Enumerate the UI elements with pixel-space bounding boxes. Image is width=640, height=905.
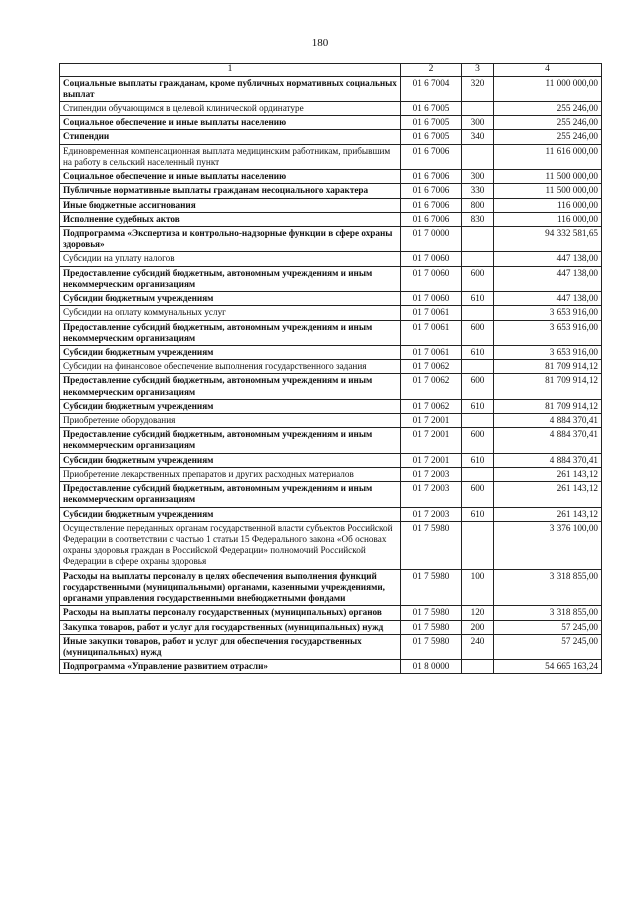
table-row <box>60 252 602 266</box>
row-code-cell: 01 7 5980 <box>401 521 462 569</box>
row-name-cell: Предоставление субсидий бюджетным, автономным учреждениям и иным некоммерческим организациям <box>60 374 401 399</box>
header-code-column: 2 <box>401 64 462 77</box>
table-row <box>60 660 602 674</box>
table-row <box>60 507 602 521</box>
row-type-cell <box>462 521 494 569</box>
table-row <box>60 76 602 101</box>
row-type-cell: 300 <box>462 170 494 184</box>
row-code-cell: 01 7 5980 <box>401 634 462 659</box>
row-type-cell <box>462 360 494 374</box>
row-code-cell: 01 7 2003 <box>401 507 462 521</box>
row-code-cell: 01 6 7006 <box>401 198 462 212</box>
row-code-cell: 01 6 7005 <box>401 130 462 144</box>
row-code-cell: 01 6 7006 <box>401 184 462 198</box>
budget-table <box>59 63 602 674</box>
row-code-cell: 01 7 5980 <box>401 620 462 634</box>
row-amount-cell: 3 318 855,00 <box>494 606 602 620</box>
row-code-cell: 01 6 7004 <box>401 76 462 101</box>
row-name-cell: Социальное обеспечение и иные выплаты населению <box>60 170 401 184</box>
row-name-cell: Субсидии бюджетным учреждениям <box>60 292 401 306</box>
row-amount-cell: 3 376 100,00 <box>494 521 602 569</box>
table-row <box>60 399 602 413</box>
header-type-column: 3 <box>462 64 494 77</box>
table-row <box>60 453 602 467</box>
row-type-cell: 340 <box>462 130 494 144</box>
row-type-cell: 600 <box>462 266 494 291</box>
row-code-cell: 01 7 2001 <box>401 453 462 467</box>
table-row <box>60 360 602 374</box>
row-type-cell: 600 <box>462 374 494 399</box>
table-row <box>60 102 602 116</box>
row-type-cell <box>462 252 494 266</box>
row-amount-cell: 81 709 914,12 <box>494 374 602 399</box>
row-type-cell <box>462 306 494 320</box>
row-name-cell: Подпрограмма «Управление развитием отрасли» <box>60 660 401 674</box>
row-code-cell: 01 7 0000 <box>401 226 462 251</box>
row-name-cell: Иные закупки товаров, работ и услуг для обеспечения государственных (муниципальных) нужд <box>60 634 401 659</box>
row-code-cell: 01 6 7005 <box>401 116 462 130</box>
row-type-cell: 830 <box>462 212 494 226</box>
row-code-cell: 01 8 0000 <box>401 660 462 674</box>
row-name-cell: Субсидии на финансовое обеспечение выполнения государственного задания <box>60 360 401 374</box>
row-type-cell: 600 <box>462 482 494 507</box>
row-name-cell: Подпрограмма «Экспертиза и контрольно-надзорные функции в сфере охраны здоровья» <box>60 226 401 251</box>
row-amount-cell: 261 143,12 <box>494 507 602 521</box>
row-amount-cell: 3 653 916,00 <box>494 320 602 345</box>
row-code-cell: 01 7 0062 <box>401 399 462 413</box>
row-code-cell: 01 7 2003 <box>401 482 462 507</box>
table-row <box>60 266 602 291</box>
table-row <box>60 428 602 453</box>
header-name-column: 1 <box>60 64 401 77</box>
row-code-cell: 01 6 7006 <box>401 170 462 184</box>
row-amount-cell: 3 318 855,00 <box>494 569 602 606</box>
row-name-cell: Субсидии бюджетным учреждениям <box>60 399 401 413</box>
row-code-cell: 01 7 0062 <box>401 374 462 399</box>
table-row <box>60 226 602 251</box>
row-name-cell: Иные бюджетные ассигнования <box>60 198 401 212</box>
row-amount-cell: 261 143,12 <box>494 482 602 507</box>
row-code-cell: 01 7 2001 <box>401 428 462 453</box>
row-type-cell: 610 <box>462 399 494 413</box>
row-name-cell: Субсидии бюджетным учреждениям <box>60 345 401 359</box>
row-amount-cell: 94 332 581,65 <box>494 226 602 251</box>
row-amount-cell: 3 653 916,00 <box>494 306 602 320</box>
row-type-cell: 100 <box>462 569 494 606</box>
row-amount-cell: 116 000,00 <box>494 198 602 212</box>
row-type-cell <box>462 226 494 251</box>
row-amount-cell: 11 500 000,00 <box>494 170 602 184</box>
row-name-cell: Исполнение судебных актов <box>60 212 401 226</box>
row-type-cell: 320 <box>462 76 494 101</box>
row-amount-cell: 255 246,00 <box>494 130 602 144</box>
row-name-cell: Субсидии на уплату налогов <box>60 252 401 266</box>
table-row <box>60 306 602 320</box>
row-name-cell: Приобретение лекарственных препаратов и других расходных материалов <box>60 467 401 481</box>
table-row <box>60 212 602 226</box>
row-amount-cell: 255 246,00 <box>494 116 602 130</box>
row-name-cell: Единовременная компенсационная выплата медицинским работникам, прибывшим на работу в сельский населенный пункт <box>60 144 401 169</box>
table-row <box>60 414 602 428</box>
row-code-cell: 01 7 0060 <box>401 266 462 291</box>
row-name-cell: Субсидии бюджетным учреждениям <box>60 453 401 467</box>
row-code-cell: 01 6 7006 <box>401 212 462 226</box>
table-row <box>60 345 602 359</box>
row-type-cell <box>462 102 494 116</box>
row-type-cell: 240 <box>462 634 494 659</box>
row-amount-cell: 54 665 163,24 <box>494 660 602 674</box>
row-name-cell: Стипендии <box>60 130 401 144</box>
row-type-cell: 200 <box>462 620 494 634</box>
row-name-cell: Стипендии обучающимся в целевой клинической ординатуре <box>60 102 401 116</box>
row-name-cell: Публичные нормативные выплаты гражданам несоциального характера <box>60 184 401 198</box>
row-type-cell: 330 <box>462 184 494 198</box>
row-name-cell: Закупка товаров, работ и услуг для государственных (муниципальных) нужд <box>60 620 401 634</box>
row-amount-cell: 81 709 914,12 <box>494 360 602 374</box>
table-row <box>60 198 602 212</box>
row-code-cell: 01 6 7005 <box>401 102 462 116</box>
row-amount-cell: 255 246,00 <box>494 102 602 116</box>
row-type-cell: 610 <box>462 507 494 521</box>
table-row <box>60 292 602 306</box>
table-row <box>60 467 602 481</box>
table-row <box>60 569 602 606</box>
row-name-cell: Расходы на выплаты персоналу в целях обеспечения выполнения функций государственными (муниципальными) органами, казенными учреждениями, органами управления государственными внебюджетными фондами <box>60 569 401 606</box>
row-amount-cell: 3 653 916,00 <box>494 345 602 359</box>
row-amount-cell: 4 884 370,41 <box>494 428 602 453</box>
row-name-cell: Предоставление субсидий бюджетным, автономным учреждениям и иным некоммерческим организациям <box>60 320 401 345</box>
table-row <box>60 144 602 169</box>
header-amount-column: 4 <box>494 64 602 77</box>
page-number: 180 <box>311 37 329 49</box>
row-amount-cell: 57 245,00 <box>494 634 602 659</box>
row-amount-cell: 447 138,00 <box>494 292 602 306</box>
row-amount-cell: 11 616 000,00 <box>494 144 602 169</box>
table-row <box>60 634 602 659</box>
row-code-cell: 01 7 0060 <box>401 292 462 306</box>
row-amount-cell: 81 709 914,12 <box>494 399 602 413</box>
table-header-row <box>60 64 602 77</box>
row-name-cell: Расходы на выплаты персоналу государственных (муниципальных) органов <box>60 606 401 620</box>
row-type-cell: 800 <box>462 198 494 212</box>
row-name-cell: Осуществление переданных органам государственной власти субъектов Российской Федерации в соответствии с частью 1 статьи 15 Федерального закона «Об основах охраны здоровья граждан в Российской Федерации» полномочий Российской Федерации в сфере охраны здоровья <box>60 521 401 569</box>
row-code-cell: 01 6 7006 <box>401 144 462 169</box>
row-type-cell: 610 <box>462 453 494 467</box>
table-row <box>60 374 602 399</box>
table-row <box>60 606 602 620</box>
row-name-cell: Субсидии на оплату коммунальных услуг <box>60 306 401 320</box>
row-code-cell: 01 7 0061 <box>401 345 462 359</box>
row-name-cell: Социальное обеспечение и иные выплаты населению <box>60 116 401 130</box>
row-amount-cell: 4 884 370,41 <box>494 414 602 428</box>
row-code-cell: 01 7 0060 <box>401 252 462 266</box>
row-code-cell: 01 7 2001 <box>401 414 462 428</box>
row-amount-cell: 447 138,00 <box>494 266 602 291</box>
table-row <box>60 170 602 184</box>
row-amount-cell: 4 884 370,41 <box>494 453 602 467</box>
row-type-cell <box>462 144 494 169</box>
row-name-cell: Предоставление субсидий бюджетным, автономным учреждениям и иным некоммерческим организациям <box>60 266 401 291</box>
row-type-cell: 610 <box>462 345 494 359</box>
table-row <box>60 116 602 130</box>
row-code-cell: 01 7 0061 <box>401 306 462 320</box>
row-type-cell <box>462 660 494 674</box>
row-name-cell: Предоставление субсидий бюджетным, автономным учреждениям и иным некоммерческим организациям <box>60 428 401 453</box>
table-row <box>60 482 602 507</box>
row-amount-cell: 447 138,00 <box>494 252 602 266</box>
row-amount-cell: 261 143,12 <box>494 467 602 481</box>
table-row <box>60 521 602 569</box>
row-amount-cell: 11 500 000,00 <box>494 184 602 198</box>
table-body <box>60 76 602 674</box>
row-code-cell: 01 7 5980 <box>401 606 462 620</box>
row-code-cell: 01 7 0062 <box>401 360 462 374</box>
row-type-cell: 600 <box>462 428 494 453</box>
table-row <box>60 184 602 198</box>
table-row <box>60 320 602 345</box>
row-type-cell: 300 <box>462 116 494 130</box>
row-type-cell: 120 <box>462 606 494 620</box>
table-row <box>60 130 602 144</box>
table-row <box>60 620 602 634</box>
row-code-cell: 01 7 0061 <box>401 320 462 345</box>
row-code-cell: 01 7 5980 <box>401 569 462 606</box>
row-amount-cell: 11 000 000,00 <box>494 76 602 101</box>
row-amount-cell: 116 000,00 <box>494 212 602 226</box>
row-type-cell: 610 <box>462 292 494 306</box>
row-type-cell: 600 <box>462 320 494 345</box>
row-name-cell: Предоставление субсидий бюджетным, автономным учреждениям и иным некоммерческим организациям <box>60 482 401 507</box>
row-name-cell: Субсидии бюджетным учреждениям <box>60 507 401 521</box>
row-name-cell: Приобретение оборудования <box>60 414 401 428</box>
row-name-cell: Социальные выплаты гражданам, кроме публичных нормативных социальных выплат <box>60 76 401 101</box>
row-code-cell: 01 7 2003 <box>401 467 462 481</box>
row-type-cell <box>462 467 494 481</box>
row-amount-cell: 57 245,00 <box>494 620 602 634</box>
row-type-cell <box>462 414 494 428</box>
